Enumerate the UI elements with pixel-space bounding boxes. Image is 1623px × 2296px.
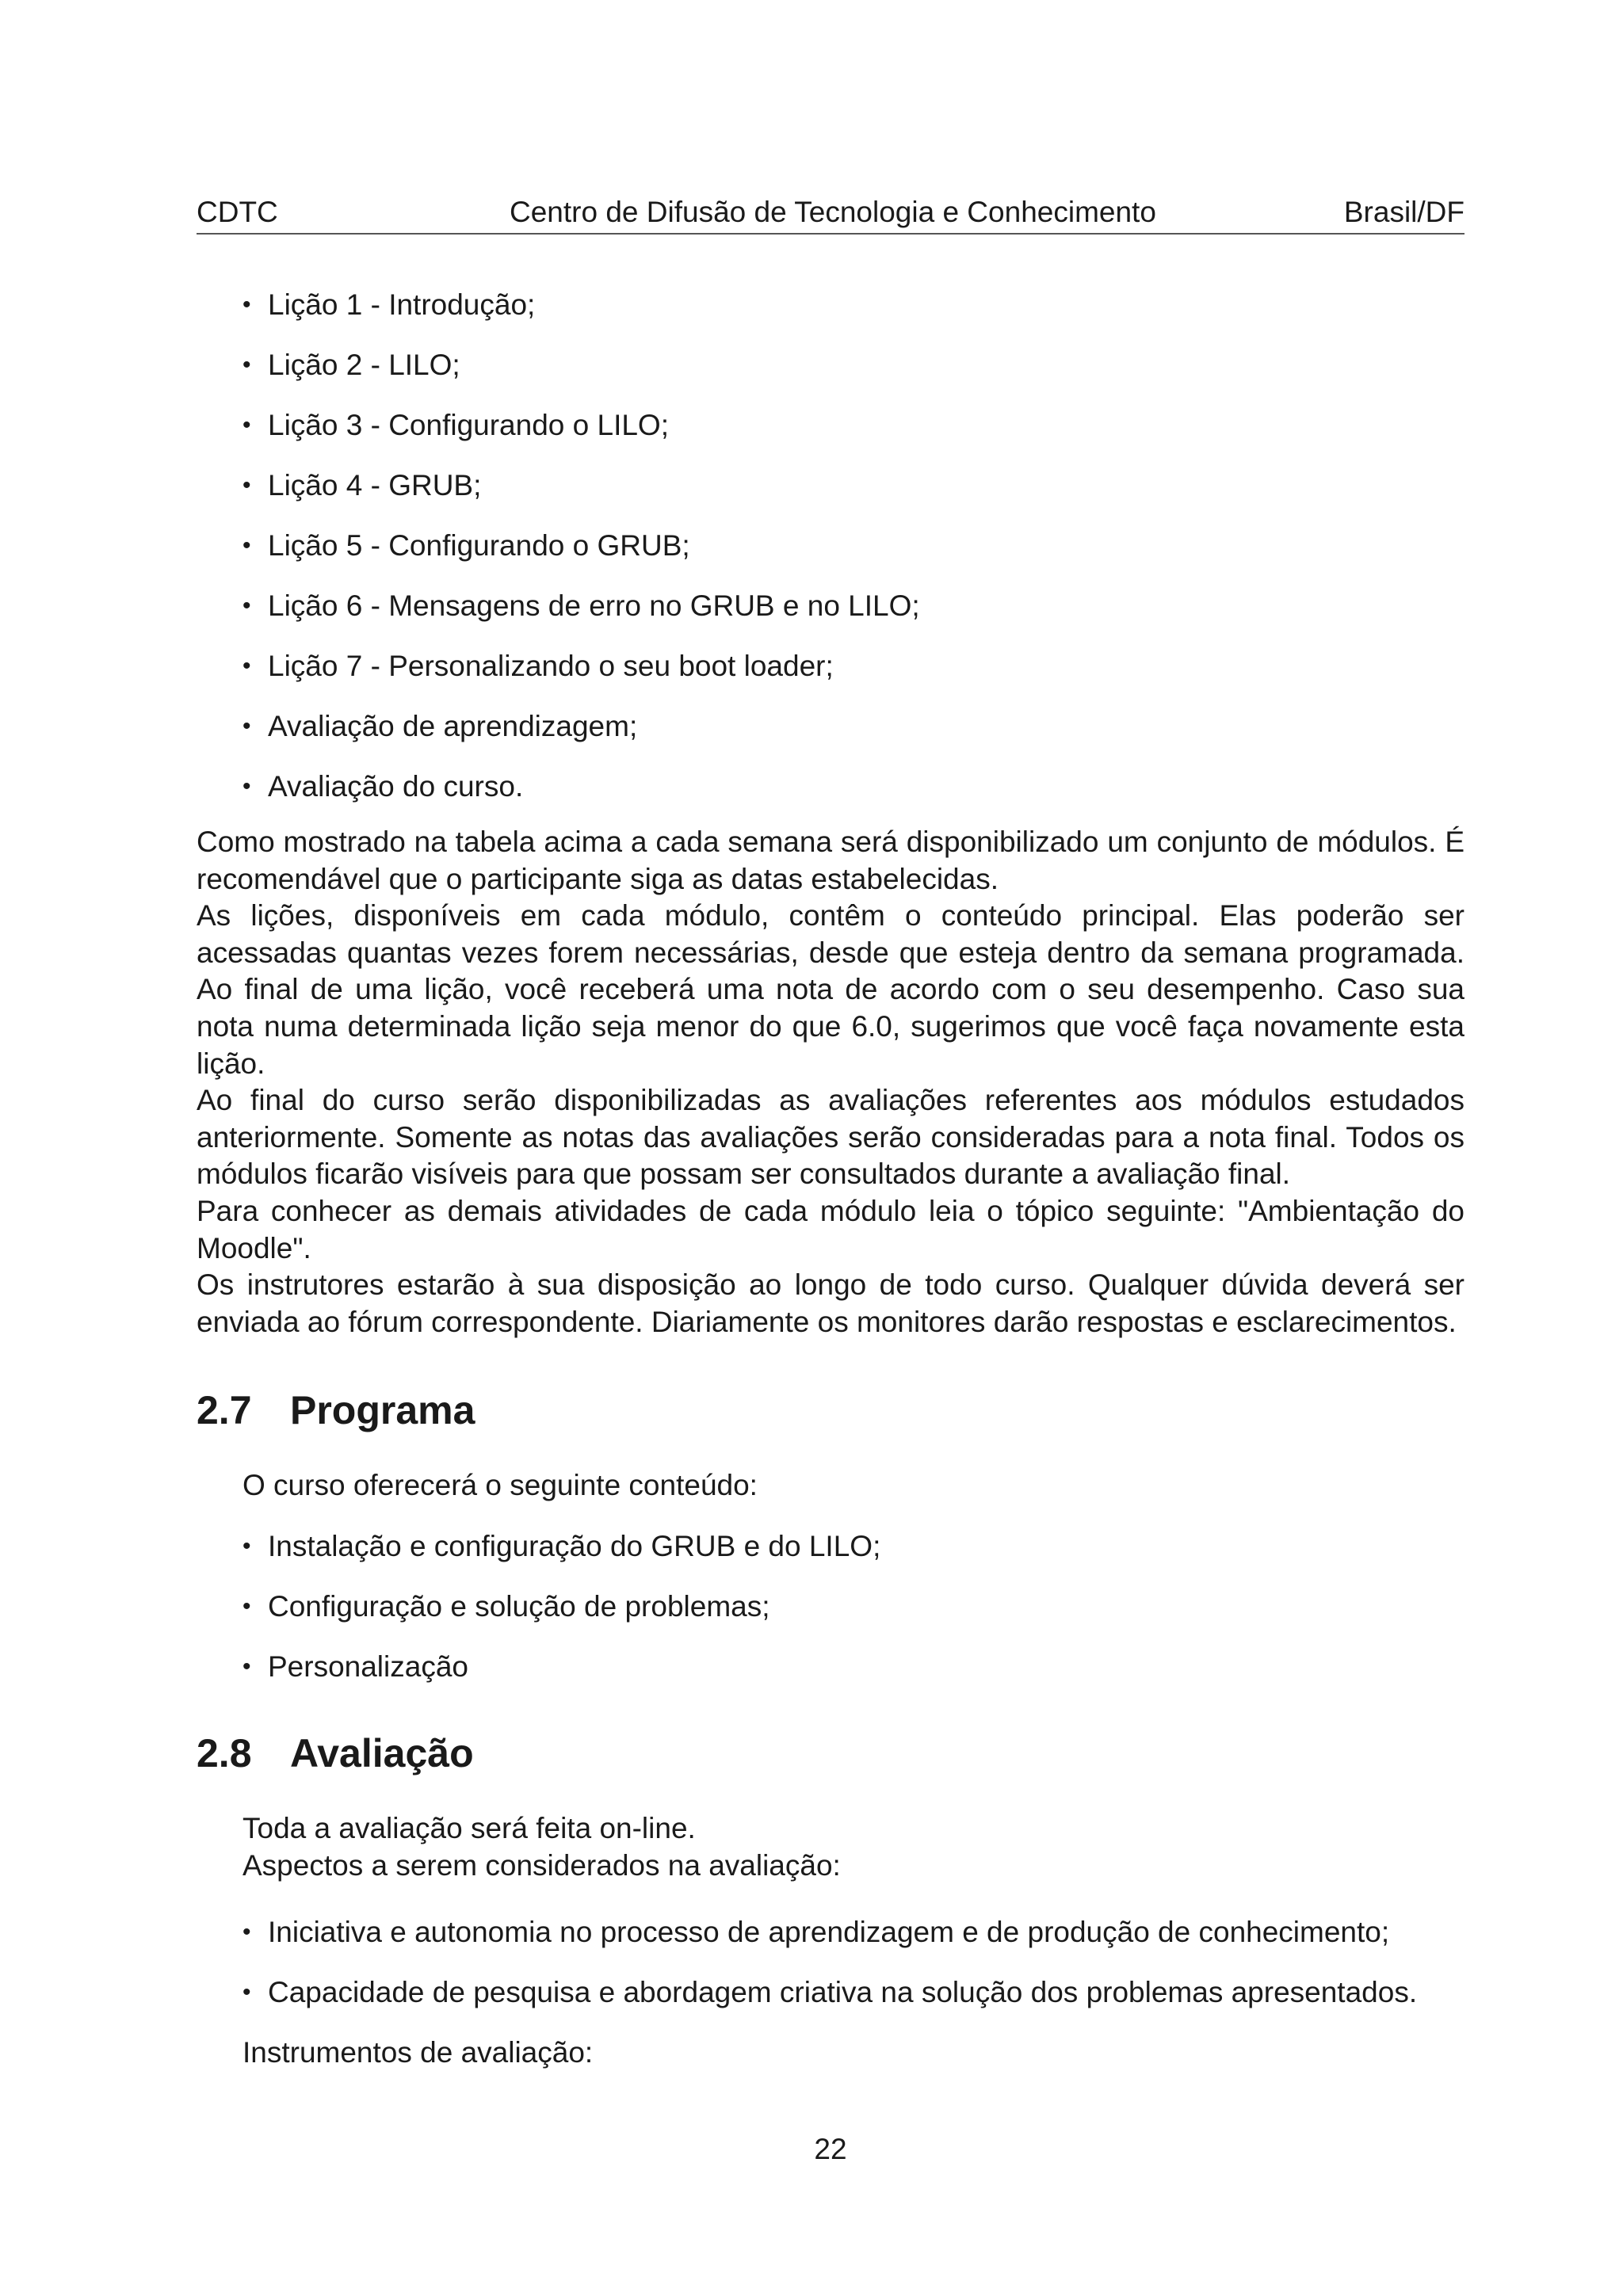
list-item: • Personalização [242, 1649, 1465, 1685]
page-body [197, 287, 1465, 2072]
section-title: Programa [290, 1388, 475, 1433]
section-number: 2.7 [197, 1388, 252, 1433]
list-item: • Lição 3 - Configurando o LILO; [242, 407, 1465, 444]
paragraph: As lições, disponíveis em cada módulo, contêm o conteúdo principal. Elas poderão ser acessadas quantas vezes forem necessárias, desde que esteja dentro da semana programada. Ao final de uma lição, você receberá uma nota de acordo com o seu desempenho. Caso sua nota numa determinada lição seja menor do que 6.0, sugerimos que você faça novamente esta lição. [197, 899, 1465, 1080]
header-org: CDTC [197, 196, 278, 228]
list-item: • Lição 7 - Personalizando o seu boot loader; [242, 648, 1465, 685]
avaliacao-intro-line: Toda a avaliação será feita on-line. [242, 1811, 696, 1844]
section-title: Avaliação [290, 1730, 474, 1775]
paragraph: Para conhecer as demais atividades de cada módulo leia o tópico seguinte: "Ambientação do Moodle". [197, 1194, 1465, 1264]
list-item: • Lição 5 - Configurando o GRUB; [242, 528, 1465, 564]
avaliacao-intro [197, 1810, 1465, 1884]
list-item: • Configuração e solução de problemas; [242, 1589, 1465, 1625]
programa-list [197, 1528, 1465, 1685]
list-item: • Avaliação do curso. [242, 769, 1465, 805]
page-header [197, 192, 1465, 235]
list-item: • Lição 6 - Mensagens de erro no GRUB e no LILO; [242, 588, 1465, 624]
section-heading-programa [197, 1386, 1465, 1434]
list-item: • Lição 2 - LILO; [242, 347, 1465, 383]
list-item: • Capacidade de pesquisa e abordagem criativa na solução dos problemas apresentados. [242, 1974, 1465, 2011]
page-number: 22 [814, 2133, 847, 2165]
paragraph: Os instrutores estarão à sua disposição ao longo de todo curso. Qualquer dúvida deverá ser enviada ao fórum correspondente. Diariamente os monitores darão respostas e esclarecimentos. [197, 1268, 1465, 1338]
paragraph: Ao final do curso serão disponibilizadas as avaliações referentes aos módulos estudados anteriormente. Somente as notas das avaliações serão consideradas para a nota final. Todos os módulos ficarão visíveis para que possam ser consultados durante a avaliação final. [197, 1084, 1465, 1191]
header-title: Centro de Difusão de Tecnologia e Conhecimento [510, 196, 1156, 228]
header-location: Brasil/DF [1343, 196, 1465, 228]
section-heading-avaliacao [197, 1730, 1465, 1777]
lesson-list [197, 287, 1465, 805]
list-item: • Avaliação de aprendizagem; [242, 708, 1465, 745]
body-paragraphs [197, 824, 1465, 1341]
avaliacao-list [197, 1914, 1465, 2011]
list-item: • Lição 4 - GRUB; [242, 467, 1465, 504]
list-item: • Iniciativa e autonomia no processo de aprendizagem e de produção de conhecimento; [242, 1914, 1465, 1951]
section-number: 2.8 [197, 1730, 252, 1775]
avaliacao-intro-line: Aspectos a serem considerados na avaliação: [242, 1848, 841, 1882]
paragraph: Como mostrado na tabela acima a cada semana será disponibilizado um conjunto de módulos. É recomendável que o participante siga as datas estabelecidas. [197, 826, 1465, 895]
programa-intro: O curso oferecerá o seguinte conteúdo: [242, 1469, 758, 1502]
instrumentos-label: Instrumentos de avaliação: [242, 2036, 594, 2069]
list-item: • Lição 1 - Introdução; [242, 287, 1465, 323]
list-item: • Instalação e configuração do GRUB e do LILO; [242, 1528, 1465, 1565]
